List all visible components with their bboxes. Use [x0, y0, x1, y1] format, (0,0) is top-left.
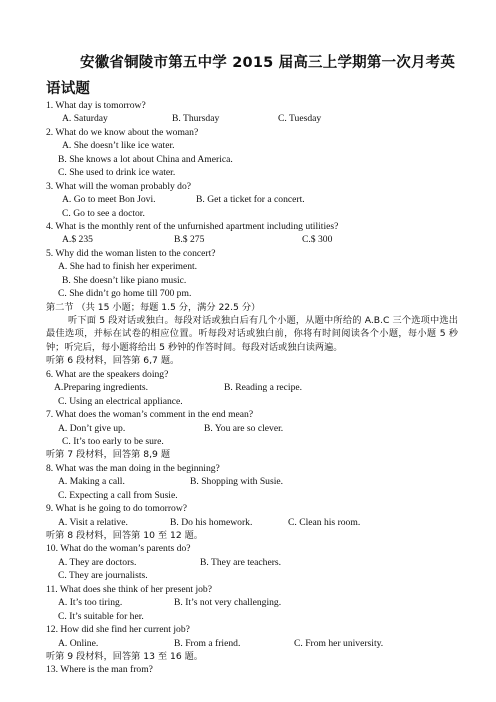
option-a: A. Visit a relative.	[58, 516, 128, 528]
material-note-7: 听第 7 段材料，回答第 8,9 题	[46, 449, 171, 461]
option-a: A. It’s too tiring.	[58, 597, 123, 609]
question-12-options	[46, 637, 458, 650]
section-2-heading: 第二节 （共 15 小题；每题 1.5 分，满分 22.5 分）	[46, 301, 261, 313]
option-c: C. Using an electrical appliance.	[58, 395, 183, 407]
option-c: C. Tuesday	[278, 113, 322, 125]
option-b: B. From a friend.	[174, 637, 241, 649]
option-a: A. Go to meet Bon Jovi.	[62, 194, 156, 206]
question-1-stem: 1. What day is tomorrow?	[46, 100, 146, 111]
exam-title: 安徽省铜陵市第五中学 2015 届高三上学期第一次月考英语试题	[46, 55, 456, 97]
question-11-stem: 11. What does she think of her present job?	[46, 583, 212, 595]
question-13-stem: 13. Where is the man from?	[46, 664, 153, 676]
option-b: B. Reading a recipe.	[224, 382, 303, 394]
option-c: C. It’s suitable for her.	[58, 610, 144, 622]
option-a: A. Saturday	[62, 113, 108, 125]
option-b: B. Thursday	[172, 113, 220, 125]
option-c: C. She didn’t go home till 700 pm.	[58, 288, 192, 300]
option-a: A.Preparing ingredients.	[54, 382, 149, 394]
option-b: B. Shopping with Susie.	[190, 476, 284, 488]
option-c: C.$ 300	[302, 234, 333, 246]
option-b: B. It’s not very challenging.	[174, 597, 282, 609]
question-11-options	[46, 596, 458, 609]
option-b: B.$ 275	[174, 234, 205, 246]
option-c: C. They are journalists.	[58, 570, 148, 582]
option-a: A. Making a call.	[58, 476, 125, 488]
option-b: B. You are so clever.	[204, 422, 284, 434]
option-b: B. Get a ticket for a concert.	[196, 194, 305, 206]
option-a: A. Online.	[58, 637, 99, 649]
question-6-stem: 6. What are the speakers doing?	[46, 368, 169, 380]
question-4-options	[46, 233, 458, 246]
question-5-stem: 5. Why did the woman listen to the concert?	[46, 247, 216, 259]
question-1-options	[46, 112, 458, 125]
option-a: A. They are doctors.	[58, 556, 137, 568]
material-note-9: 听第 9 段材料，回答第 13 至 16 题。	[46, 650, 203, 662]
question-3-options	[46, 193, 458, 206]
option-a: A. Don’t give up.	[58, 422, 126, 434]
question-10-stem: 10. What do the woman’s parents do?	[46, 543, 191, 555]
question-8-options	[46, 475, 458, 488]
option-c: C. Go to see a doctor.	[62, 207, 145, 219]
option-a: A.$ 235	[62, 234, 93, 246]
option-c: C. It’s too early to be sure.	[62, 435, 164, 447]
option-c: C. From her university.	[294, 637, 384, 649]
question-7-stem: 7. What does the woman’s comment in the end mean?	[46, 409, 254, 421]
question-9-stem: 9. What is he going to do tomorrow?	[46, 503, 188, 515]
option-b: B. She knows a lot about China and America.	[58, 153, 233, 165]
question-7-options	[46, 422, 458, 435]
material-note-6: 听第 6 段材料，回答第 6,7 题。	[46, 355, 180, 367]
question-2-stem: 2. What do we know about the woman?	[46, 126, 199, 138]
section-2-instruction: 听下面 5 段对话或独白。每段对话或独白后有几个小题，从题中所给的 A.B.C 三个选项中选出最佳选项，并标在试卷的相应位置。听每段对话或独白前，你将有时间阅读各个小题，每小题 5 秒钟；听完后，每小题将给出 5 秒钟的作答时间。每段对话或独白读两遍。	[46, 315, 458, 353]
exam-content	[46, 99, 458, 677]
option-c: C. Clean his room.	[288, 516, 361, 528]
question-12-stem: 12. How did she find her current job?	[46, 624, 190, 636]
option-b: B. They are teachers.	[200, 556, 282, 568]
option-a: A. She had to finish her experiment.	[58, 261, 198, 273]
question-10-options	[46, 556, 458, 569]
question-8-stem: 8. What was the man doing in the beginning?	[46, 462, 220, 474]
question-4-stem: 4. What is the monthly rent of the unfurnished apartment including utilities?	[46, 220, 339, 232]
option-c: C. She used to drink ice water.	[58, 167, 176, 179]
option-b: B. Do his homework.	[170, 516, 253, 528]
question-9-options	[46, 516, 458, 529]
option-c: C. Expecting a call from Susie.	[58, 489, 178, 501]
question-3-stem: 3. What will the woman probably do?	[46, 180, 192, 192]
option-a: A. She doesn’t like ice water.	[62, 140, 175, 152]
question-6-options	[46, 381, 458, 394]
material-note-8: 听第 8 段材料，回答第 10 至 12 题。	[46, 530, 203, 542]
option-b: B. She doesn’t like piano music.	[62, 274, 187, 286]
